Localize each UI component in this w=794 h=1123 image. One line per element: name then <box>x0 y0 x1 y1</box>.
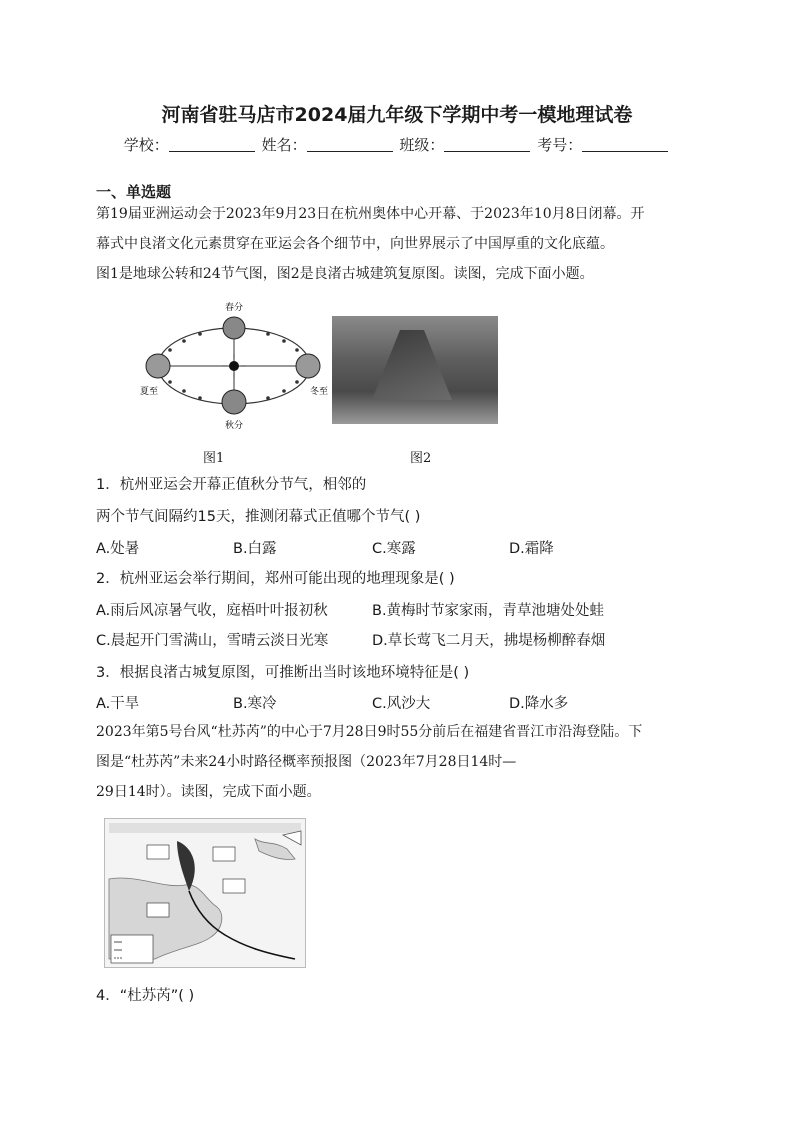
q2-option-a: A.雨后风凉暑气收，庭梧叶叶报初秋 <box>96 603 328 619</box>
earth-icon <box>223 317 245 339</box>
winter-solstice-label: 冬至 <box>310 387 329 397</box>
earth-orbit-diagram <box>140 296 329 432</box>
figure-2-caption: 图2 <box>410 451 432 466</box>
question-1-line-2: 两个节气间隔约15天，推测闭幕式正值哪个节气( ) <box>96 509 421 525</box>
name-blank <box>307 137 393 152</box>
earth-icon <box>222 390 246 414</box>
figure-1-caption: 图1 <box>203 451 225 466</box>
q1-option-d: D.霜降 <box>509 541 554 557</box>
map-title-bar <box>109 823 301 833</box>
exam-title: 河南省驻马店市2024届九年级下学期中考一模地理试卷 <box>161 104 633 126</box>
exam-number-blank <box>582 137 668 152</box>
question-4: 4．“杜苏芮”( ) <box>96 988 195 1004</box>
summer-solstice-label: 夏至 <box>140 387 159 397</box>
school-blank <box>169 137 255 152</box>
q3-option-a: A.干旱 <box>96 696 140 712</box>
typhoon-track-map <box>104 818 306 968</box>
question-3: 3．根据良渚古城复原图，可推断出当时该地环境特征是( ) <box>96 665 470 681</box>
autumn-equinox-label: 秋分 <box>224 421 244 431</box>
student-info-line <box>0 134 794 155</box>
material-1-line: 幕式中良渚文化元素贯穿在亚运会各个细节中，向世界展示了中国厚重的文化底蕴。 <box>96 236 614 252</box>
name-label: 姓名： <box>261 136 307 154</box>
liangzhu-city-photo <box>332 316 498 424</box>
question-2: 2．杭州亚运会举行期间，郑州可能出现的地理现象是( ) <box>96 571 455 587</box>
material-1-line: 图1是地球公转和24节气图，图2是良渚古城建筑复原图。读图，完成下面小题。 <box>96 266 594 282</box>
material-2-line: 2023年第5号台风“杜苏芮”的中心于7月28日9时55分前后在福建省晋江市沿海登陆。下 <box>96 724 643 740</box>
material-1-line: 第19届亚洲运动会于2023年9月23日在杭州奥体中心开幕、于2023年10月8日闭幕。开 <box>96 206 645 222</box>
earth-icon <box>296 354 320 378</box>
class-label: 班级： <box>399 136 445 154</box>
class-blank <box>444 137 530 152</box>
spring-equinox-label: 春分 <box>224 303 244 313</box>
q3-option-b: B.寒冷 <box>233 696 277 712</box>
section-title: 一、单选题 <box>96 183 172 201</box>
material-2-line: 29日14时）。读图，完成下面小题。 <box>96 784 321 800</box>
q2-option-c: C.晨起开门雪满山，雪晴云淡日光寒 <box>96 633 329 649</box>
earth-icon <box>146 354 170 378</box>
q1-option-a: A.处暑 <box>96 541 140 557</box>
question-1-line-1: 1．杭州亚运会开幕正值秋分节气，相邻的 <box>96 477 367 493</box>
material-1 <box>96 199 700 289</box>
q3-option-c: C.风沙大 <box>372 696 431 712</box>
q1-option-b: B.白露 <box>233 541 277 557</box>
pyramid-structure <box>372 330 452 400</box>
school-label: 学校： <box>123 136 169 154</box>
material-2-line: 图是“杜苏芮”未来24小时路径概率预报图（2023年7月28日14时— <box>96 754 517 770</box>
q3-option-d: D.降水多 <box>509 696 569 712</box>
q2-option-d: D.草长莺飞二月天，拂堤杨柳醉春烟 <box>372 633 606 649</box>
q1-option-c: C.寒露 <box>372 541 416 557</box>
map-legend <box>111 935 153 963</box>
q2-option-b: B.黄梅时节家家雨，青草池塘处处蛙 <box>372 603 605 619</box>
exam-number-label: 考号： <box>537 136 583 154</box>
sun-icon <box>229 361 239 371</box>
material-2 <box>96 717 700 807</box>
